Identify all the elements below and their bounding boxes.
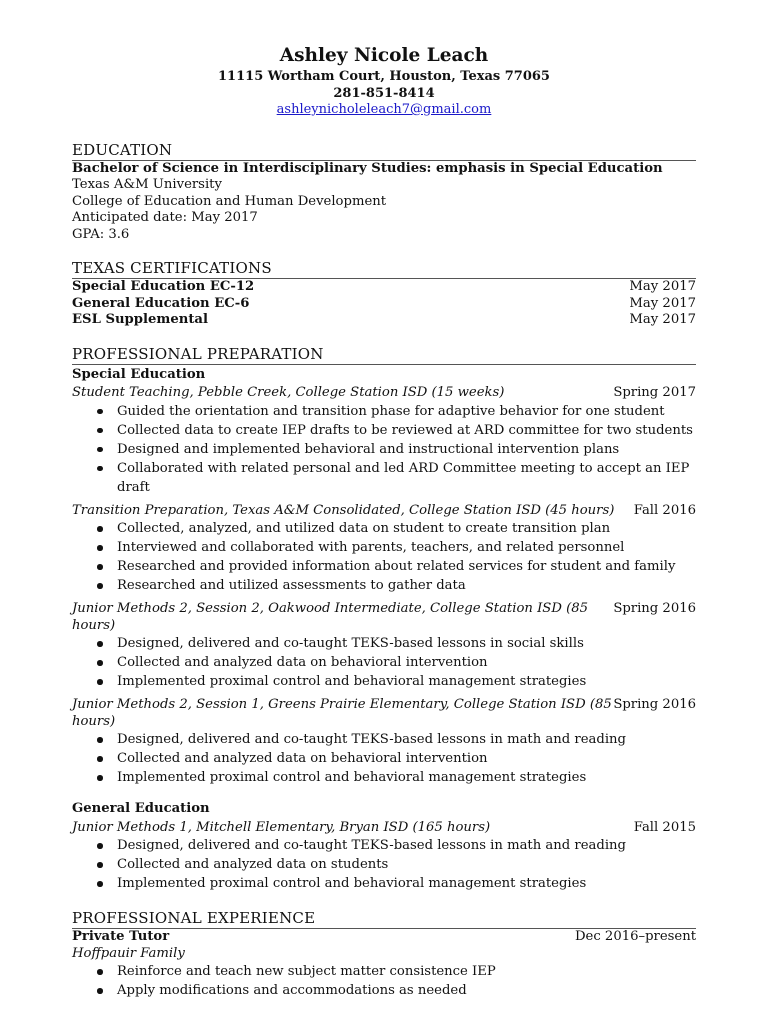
certification-name: ESL Supplemental — [72, 312, 208, 327]
email-link[interactable]: ashleynicholeleach7@gmail.com — [276, 102, 492, 117]
bullet-item: Interviewed and collaborated with parents, teachers, and related personnel — [117, 538, 696, 557]
bullet-item: Researched and utilized assessments to gather data — [117, 576, 696, 595]
bullet-list — [72, 402, 696, 497]
entry-date: Spring 2016 — [613, 697, 696, 712]
experience-section — [72, 929, 696, 1000]
bullet-item: Collected and analyzed data on students — [117, 855, 696, 874]
preparation-heading: PROFESSIONAL PREPARATION — [72, 345, 696, 365]
bullet-item: Apply modifications and accommodations as needed — [117, 981, 696, 1000]
experience-date: Dec 2016–present — [574, 929, 696, 944]
entry-date: Fall 2016 — [633, 502, 696, 518]
bullet-item: Collected and analyzed data on behavioral intervention — [117, 749, 696, 768]
certification-date: May 2017 — [629, 312, 696, 327]
certifications-heading: TEXAS CERTIFICATIONS — [72, 259, 696, 279]
entry-date: Fall 2015 — [633, 819, 696, 835]
resume-header — [72, 44, 696, 119]
certification-date: May 2017 — [629, 295, 696, 311]
bullet-item: Reinforce and teach new subject matter consistence IEP — [117, 962, 696, 981]
phone: 281-851-8414 — [333, 85, 435, 101]
special-education-subheading: Special Education — [72, 366, 206, 382]
bullet-list — [72, 836, 696, 893]
degree: Bachelor of Science in Interdisciplinary Studies: emphasis in Special Education — [72, 160, 663, 176]
education-section — [72, 161, 696, 244]
general-education-subheading: General Education — [72, 801, 210, 816]
experience-row — [72, 929, 696, 946]
certifications-section — [72, 279, 696, 329]
bullet-item: Designed, delivered and co-taught TEKS-based lessons in social skills — [117, 634, 696, 653]
bullet-item: Implemented proximal control and behavioral management strategies — [117, 672, 696, 691]
bullet-list — [72, 634, 696, 691]
entry-title: Junior Methods 2, Session 1, Greens Prairie Elementary, College Station ISD (85 hours) — [72, 697, 612, 729]
entry-date: Spring 2017 — [613, 385, 696, 400]
preparation-entry — [72, 820, 696, 894]
education-heading: EDUCATION — [72, 141, 696, 161]
bullet-list — [72, 730, 696, 787]
address: 11115 Wortham Court, Houston, Texas 77065 — [218, 69, 550, 84]
bullet-list — [72, 519, 696, 595]
bullet-item: Implemented proximal control and behavioral management strategies — [117, 768, 696, 787]
certification-row — [72, 312, 696, 329]
bullet-item: Designed and implemented behavioral and instructional intervention plans — [117, 440, 696, 459]
experience-org: Hoffpauir Family — [72, 945, 185, 961]
education-line: Anticipated date: May 2017 — [72, 210, 258, 225]
education-line: GPA: 3.6 — [72, 226, 130, 242]
certification-name: Special Education EC-12 — [72, 279, 255, 294]
bullet-item: Collaborated with related personal and led ARD Committee meeting to accept an IEP draft — [117, 459, 696, 497]
preparation-entry — [72, 601, 696, 691]
certification-name: General Education EC-6 — [72, 295, 250, 311]
entry-title: Junior Methods 1, Mitchell Elementary, Bryan ISD (165 hours) — [72, 819, 491, 835]
applicant-name: Ashley Nicole Leach — [279, 45, 489, 66]
bullet-item: Implemented proximal control and behavioral management strategies — [117, 874, 696, 893]
experience-heading: PROFESSIONAL EXPERIENCE — [72, 909, 696, 929]
bullet-item: Researched and provided information about related services for student and family — [117, 557, 696, 576]
entry-title: Junior Methods 2, Session 2, Oakwood Intermediate, College Station ISD (85 hours) — [72, 601, 589, 633]
bullet-item: Collected, analyzed, and utilized data on student to create transition plan — [117, 519, 696, 538]
bullet-item: Designed, delivered and co-taught TEKS-based lessons in math and reading — [117, 730, 696, 749]
bullet-item: Guided the orientation and transition phase for adaptive behavior for one student — [117, 402, 696, 421]
bullet-item: Collected data to create IEP drafts to be reviewed at ARD committee for two students — [117, 421, 696, 440]
certification-date: May 2017 — [629, 279, 696, 294]
certification-row — [72, 279, 696, 296]
entry-title: Transition Preparation, Texas A&M Consolidated, College Station ISD (45 hours) — [72, 502, 615, 518]
bullet-item: Designed, delivered and co-taught TEKS-based lessons in math and reading — [117, 836, 696, 855]
certification-row — [72, 296, 696, 313]
education-line: Texas A&M University — [72, 177, 222, 192]
entry-title: Student Teaching, Pebble Creek, College Station ISD (15 weeks) — [72, 385, 505, 400]
preparation-section — [72, 367, 696, 894]
preparation-entry — [72, 503, 696, 596]
preparation-entry — [72, 697, 696, 787]
experience-role: Private Tutor — [72, 929, 170, 944]
preparation-entry — [72, 385, 696, 497]
bullet-item: Collected and analyzed data on behavioral intervention — [117, 653, 696, 672]
entry-date: Spring 2016 — [613, 601, 696, 616]
education-line: College of Education and Human Development — [72, 193, 387, 209]
bullet-list — [72, 962, 696, 1000]
